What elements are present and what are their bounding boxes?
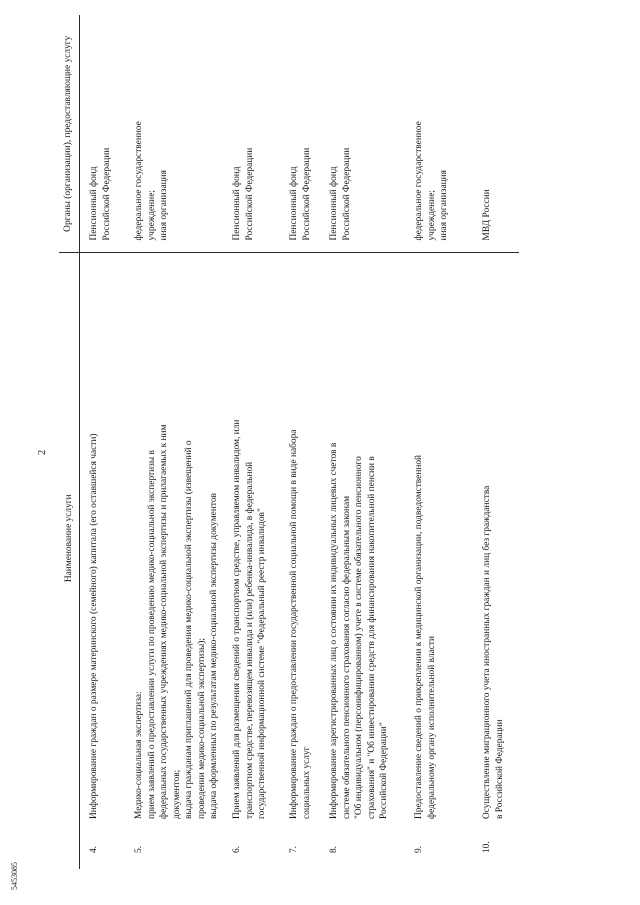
row-number: 9. [414,845,424,853]
service-name-line: Информирование зарегистрированных лиц о состоянии их индивидуальных лицевых счетов в [329,442,339,819]
service-organization [473,15,519,253]
organization-line: учреждение; [426,190,437,241]
table-row [125,15,223,869]
service-name [223,253,280,823]
service-organization [223,15,280,253]
organization-line: МВД России [482,189,492,241]
row-number: 6. [232,845,242,853]
organization-line: Российской Федерации [244,147,255,241]
service-organization [405,15,473,253]
service-name-line: Предоставление сведений о прикреплении к медицинской организации, подведомственной [414,454,424,819]
service-name-line: документов; [171,769,182,819]
service-name-line: социальных услуг [301,746,312,819]
service-name-line: транспортном средстве, перевозящем инвалида и (или) ребенка-инвалида, в федеральной [244,461,255,819]
service-name-line: федеральному органу исполнительной власти [426,635,437,819]
page-number: 2 [37,449,48,456]
table-row [80,15,126,869]
service-name-line: Осуществление миграционного учета иностранных граждан и лиц без гражданства [482,485,492,819]
service-name [125,253,223,823]
organization-line: Российской Федерации [101,147,112,241]
services-table [59,15,519,869]
service-name [473,253,519,823]
service-name [280,253,320,823]
service-name-line: прием заявлений о предоставлении услуги по проведению медико-социальной экспертизы в [146,450,157,819]
table-row [223,15,280,869]
row-number: 5. [134,845,144,853]
service-name [405,253,473,823]
organization-line: Пенсионный фонд [329,166,339,241]
service-name-line: выдача оформленных по результатам медико-социальной экспертизы документов [209,493,219,819]
service-name-line: системе обязательного пенсионного страхования согласно федеральным законам [341,495,352,819]
service-name-line: "Об индивидуальном (персонифицированном) учете в системе обязательного пенсионного [354,456,364,819]
organization-line: Российской Федерации [341,147,352,241]
row-number: 7. [289,845,299,853]
service-organization [280,15,320,253]
service-name-line: страхования" и "Об инвестировании средств для финансирования накопительной пенсии в [366,456,377,819]
organization-line: иная организация [159,170,169,241]
table-row [405,15,473,869]
organization-line: Пенсионный фонд [232,166,242,241]
service-name-line: в Российской Федерации [494,719,505,819]
service-organization [320,15,405,253]
organization-line: учреждение; [146,190,157,241]
organization-line: федеральное государственное [414,121,424,241]
service-name-line: Медико-социальная экспертиза: [134,691,144,819]
table-header-row [59,15,80,869]
header-organizations: Органы (организации), предоставляющие услугу [59,15,80,253]
service-name-line: государственной информационной системе "Федеральный реестр инвалидов" [257,508,267,819]
service-name [80,253,126,823]
table-row [473,15,519,869]
document-code: 5453085 [10,862,19,890]
row-number: 4. [89,845,99,853]
service-name-line: Информирование граждан о предоставлении государственной социальной помощи в виде набора [289,429,299,819]
organization-line: Российской Федерации [301,147,312,241]
service-name-line: Прием заявлений для размещения сведений о транспортном средстве, управляемом инвалидом, или [232,419,242,819]
service-name-line: выдача гражданам приглашений для проведения медико-социальной экспертизы (извещений о [184,440,194,819]
service-name-line: проведении медико-социальной экспертизы); [196,637,207,819]
service-name-line: федеральных государственных учреждениях медико-социальной экспертизы и прилагаемых к ним [159,424,169,819]
table-body [80,15,520,869]
organization-line: федеральное государственное [134,121,144,241]
row-number: 8. [329,845,339,853]
service-name-line: Информирование граждан о размере материнского (семейного) капитала (его оставшейся части) [89,433,99,819]
header-service-name: Наименование услуги [59,253,80,823]
service-organization [125,15,223,253]
service-organization [80,15,126,253]
service-name-line: Российской Федерации" [379,722,389,819]
table-row [320,15,405,869]
organization-line: Пенсионный фонд [289,166,299,241]
header-number [59,823,80,869]
service-name [320,253,405,823]
organization-line: Пенсионный фонд [89,166,99,241]
row-number: 10. [482,841,492,853]
organization-line: иная организация [439,170,449,241]
table-row [280,15,320,869]
